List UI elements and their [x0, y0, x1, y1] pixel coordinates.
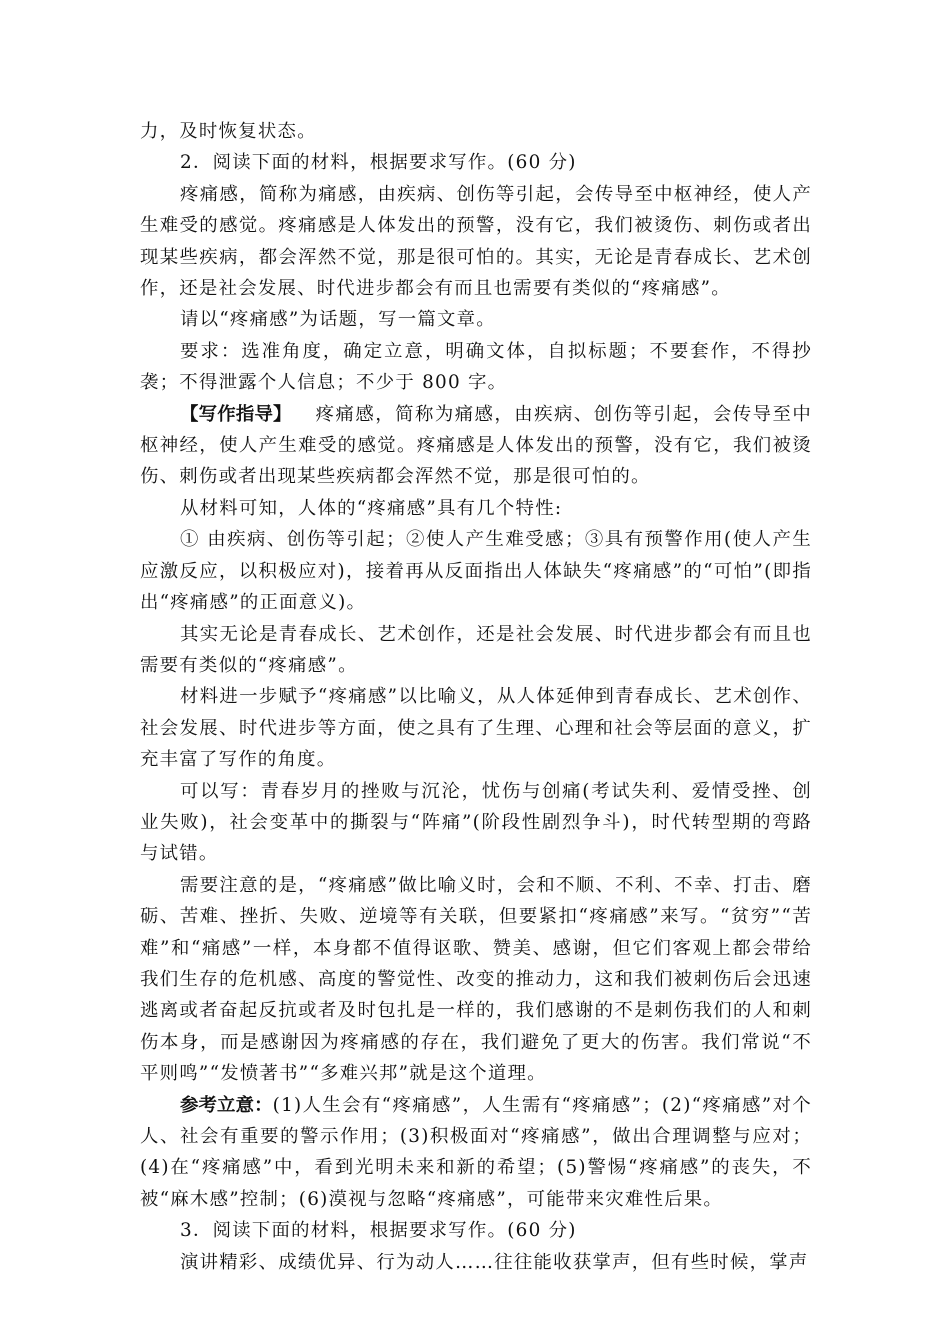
can-write-paragraph: 可以写：青春岁月的挫败与沉沦，忧伤与创痛(考试失利、爱情受挫、创业失败)，社会变革中的撕裂与“阵痛”(阶段性剧烈争斗)，时代转型期的弯路与试错。 [140, 780, 812, 865]
question-3-title: 3．阅读下面的材料，根据要求写作。(60 分) [180, 1220, 577, 1242]
writing-guide-label: 【写作指导】 [180, 403, 292, 425]
reference-label: 参考立意： [180, 1094, 273, 1116]
writing-guide-paragraph [140, 399, 812, 493]
question-2-title: 2．阅读下面的材料，根据要求写作。(60 分) [180, 152, 577, 174]
metaphor-paragraph: 材料进一步赋予“疼痛感”以比喻义，从人体延伸到青春成长、艺术创作、社会发展、时代进步等方面，使之具有了生理、心理和社会等层面的意义，扩充丰富了写作的角度。 [140, 686, 812, 771]
writing-guide-text: 疼痛感，简称为痛感，由疾病、创伤等引起，会传导至中枢神经，使人产生难受的感觉。疼痛感是人体发出的预警，没有它，我们被烫伤、刺伤或者出现某些疾病都会浑然不觉，那是很可怕的。 [140, 403, 812, 488]
reference-paragraph [140, 1090, 812, 1216]
question-3-material: 演讲精彩、成绩优异、行为动人……往往能收获掌声，但有些时候，掌声 [180, 1251, 809, 1273]
text-column [140, 116, 812, 1278]
question-2-topic: 请以“疼痛感”为话题，写一篇文章。 [180, 309, 496, 331]
traits-intro-paragraph: 从材料可知，人体的“疼痛感”具有几个特性: [180, 497, 563, 519]
question-2-material: 疼痛感，简称为痛感，由疾病、创伤等引起，会传导至中枢神经，使人产生难受的感觉。疼痛感是人体发出的预警，没有它，我们被烫伤、刺伤或者出现某些疾病，都会浑然不觉，那是很可怕的。其实，无论是青春成长、艺术创作，还是社会发展、时代进步都会有而且也需要有类似的“疼痛感”。 [140, 183, 812, 300]
attention-paragraph: 需要注意的是，“疼痛感”做比喻义时，会和不顺、不利、不幸、打击、磨砺、苦难、挫折、失败、逆境等有关联，但要紧扣“疼痛感”来写。“贫穷”“苦难”和“痛感”一样，本身都不值得讴歌、赞美、感谢，但它们客观上都会带给我们生存的危机感、高度的警觉性、改变的推动力，这和我们被刺伤后会迅速逃离或者奋起反抗或者及时包扎是一样的，我们感谢的不是刺伤我们的人和刺伤本身，而是感谢因为疼痛感的存在，我们避免了更大的伤害。我们常说“不平则鸣”“发愤著书”“多难兴邦”就是这个道理。 [140, 874, 812, 1085]
traits-paragraph: ① 由疾病、创伤等引起；②使人产生难受感；③具有预警作用(使人产生应激反应，以积极应对)，接着再从反面指出人体缺失“疼痛感”的“可怕”(即指出“疼痛感”的正面意义)。 [140, 529, 812, 614]
carryover-paragraph: 力，及时恢复状态。 [140, 121, 317, 142]
society-paragraph: 其实无论是青春成长、艺术创作，还是社会发展、时代进步都会有而且也需要有类似的“疼痛感”。 [140, 623, 812, 676]
reference-text: (1)人生会有“疼痛感”，人生需有“疼痛感”；(2)“疼痛感”对个人、社会有重要的警示作用；(3)积极面对“疼痛感”，做出合理调整与应对；(4)在“疼痛感”中，看到光明未来和新的希望；(5)警惕“疼痛感”的丧失，不被“麻木感”控制；(6)漠视与忽略“疼痛感”，可能带来灾难性后果。 [140, 1094, 812, 1210]
question-2-requirements: 要求：选准角度，确定立意，明确文体，自拟标题；不要套作，不得抄袭；不得泄露个人信息；不少于 800 字。 [140, 340, 812, 394]
